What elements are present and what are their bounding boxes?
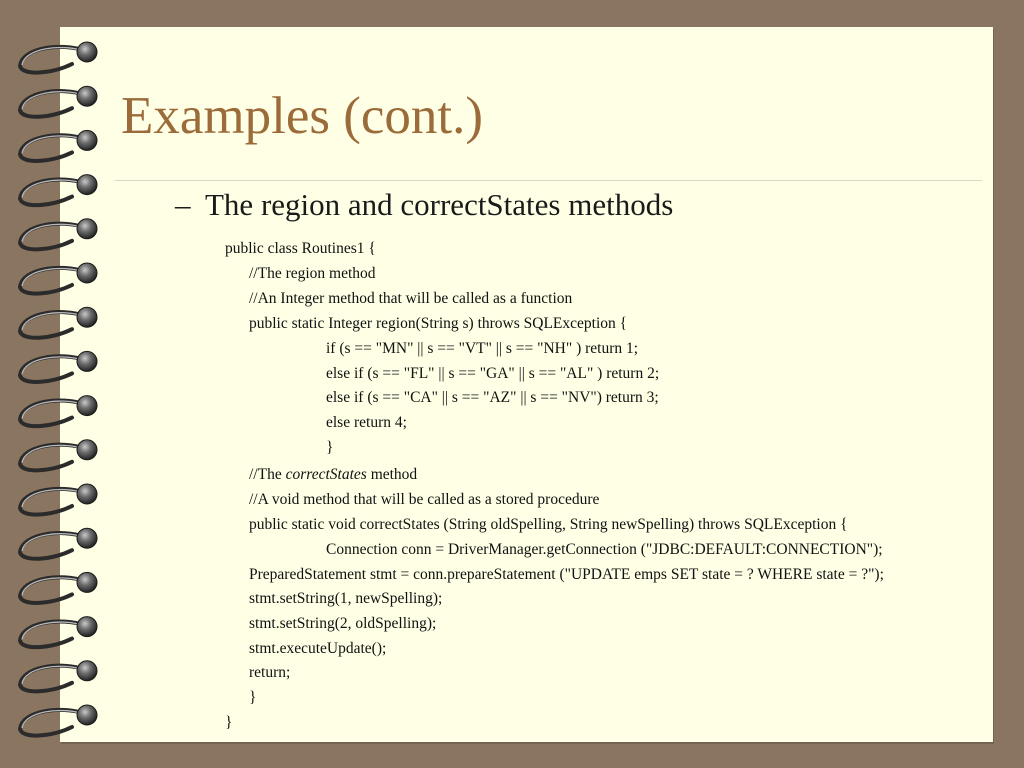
code-line: return; xyxy=(249,664,291,681)
code-line: stmt.executeUpdate(); xyxy=(249,640,387,657)
code-line: PreparedStatement stmt = conn.prepareStatement ("UPDATE emps SET state = ? WHERE state = ?"); xyxy=(249,566,884,583)
code-line: //A void method that will be called as a stored procedure xyxy=(249,491,600,508)
code-line: stmt.setString(1, newSpelling); xyxy=(249,590,443,607)
slide-title: Examples (cont.) xyxy=(121,87,484,145)
code-line: else return 4; xyxy=(326,414,407,431)
bullet-text: The region and correctStates methods xyxy=(205,187,674,222)
code-line xyxy=(249,466,417,484)
code-line: //An Integer method that will be called as a function xyxy=(249,290,573,307)
code-line: stmt.setString(2, oldSpelling); xyxy=(249,615,437,632)
bullet-dash: – xyxy=(175,187,191,222)
code-line: else if (s == "CA" || s == "AZ" || s == "NV") return 3; xyxy=(326,389,659,406)
code-line: } xyxy=(225,714,233,731)
code-line: } xyxy=(326,439,334,456)
code-line: public class Routines1 { xyxy=(225,240,376,257)
code-line: } xyxy=(249,689,257,706)
code-line: else if (s == "FL" || s == "GA" || s == "AL" ) return 2; xyxy=(326,365,660,382)
code-line: public static void correctStates (String oldSpelling, String newSpelling) throws SQLException { xyxy=(249,516,848,533)
method-name: correctStates xyxy=(285,466,367,483)
code-line: Connection conn = DriverManager.getConnection ("JDBC:DEFAULT:CONNECTION"); xyxy=(326,541,883,558)
comment-suffix: method xyxy=(366,466,418,483)
code-line: //The region method xyxy=(249,265,376,282)
code-line: if (s == "MN" || s == "VT" || s == "NH" ) return 1; xyxy=(326,340,639,357)
comment-prefix: //The xyxy=(249,466,286,483)
code-line: public static Integer region(String s) throws SQLException { xyxy=(249,315,628,332)
